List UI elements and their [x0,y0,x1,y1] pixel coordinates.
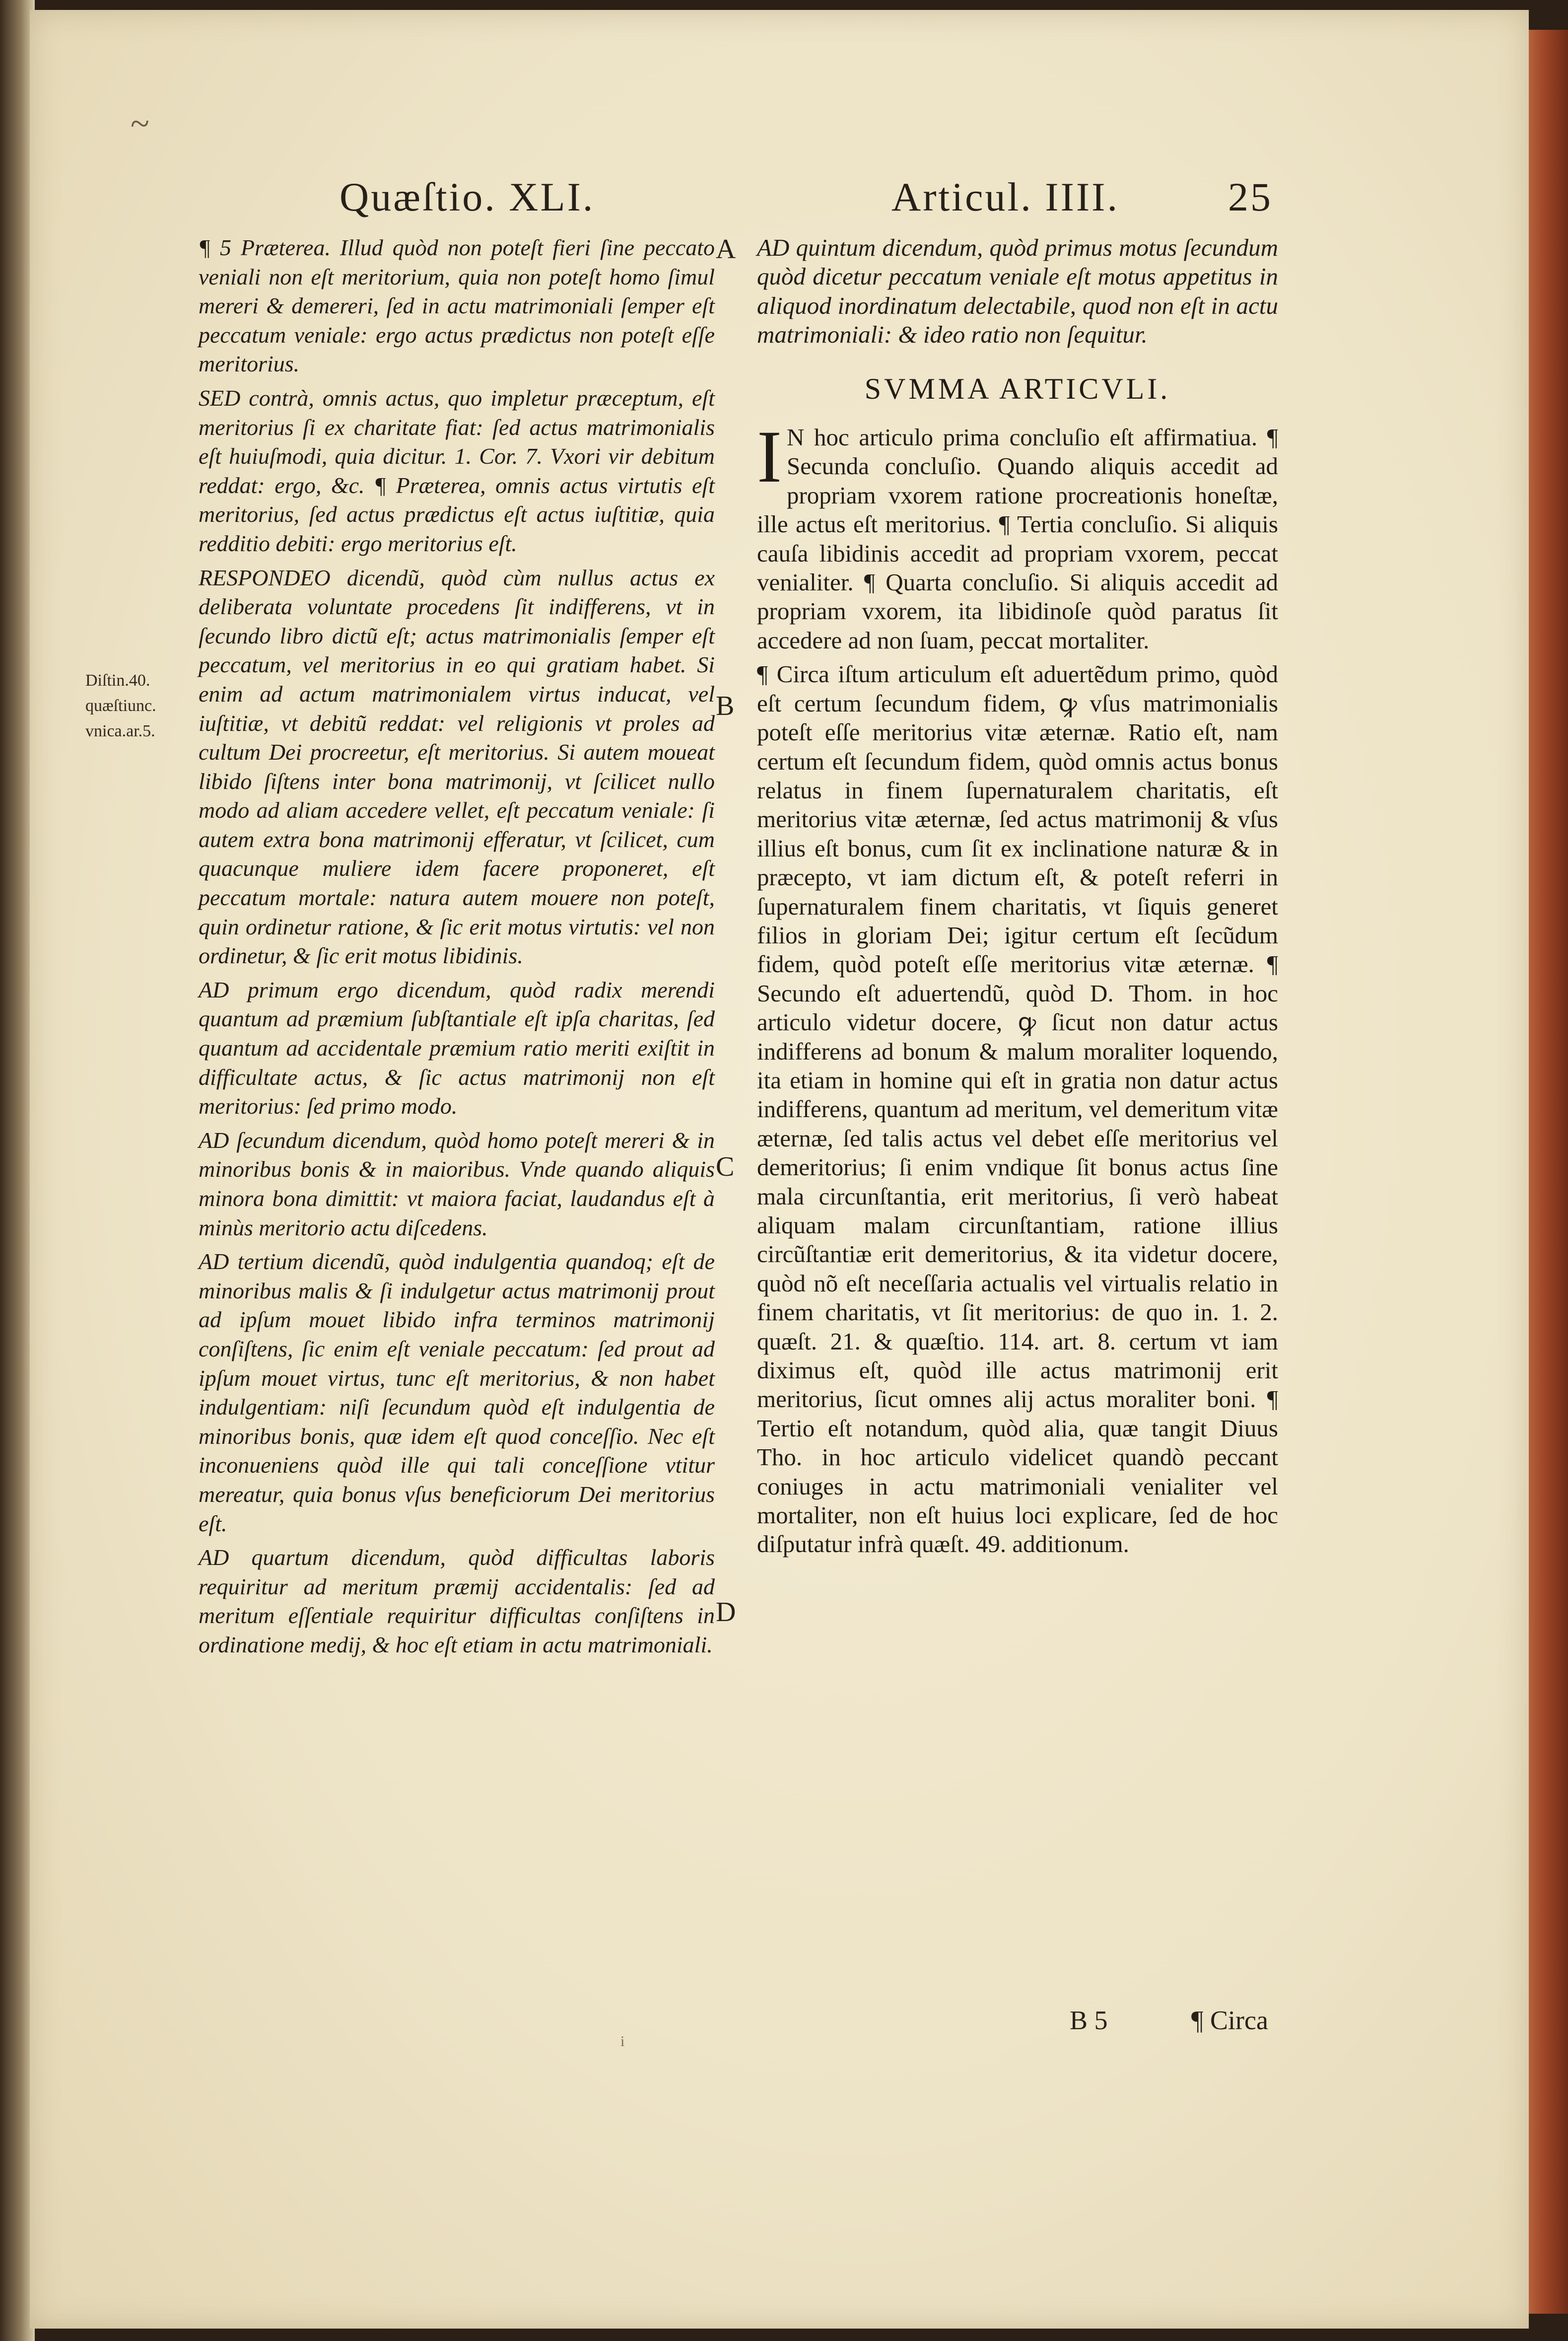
running-head-right: Articul. IIII. [891,174,1119,219]
section-marker-d: D [716,1597,736,1628]
margin-note-line: Diſtin.40. [85,671,150,690]
summa-paragraph [757,416,1278,655]
stray-mark: i [620,2033,625,2050]
section-marker-b: B [716,691,735,721]
margin-note-line: quæſtiunc. [85,697,156,715]
drop-capital: I [757,416,782,498]
commentary-paragraph: ¶ Circa iſtum articulum eſt aduertẽdum primo, quòd eſt certum ſecundum fidem, ꝙ vſus matrimonialis poteſt eſſe meritorius vitæ æternæ. Ratio eſt, nam certum eſt ſecundum fidem, quòd omnis actus bonus relatus in finem ſupernaturalem charitatis, eſt meritorius vitæ æternæ, ſed actus matrimonij & vſus illius eſt bonus, cum ſit ex inclinatione naturæ & in præcepto, vt iam dictum eſt, & poteſt referri in ſupernaturalem finem charitatis, vt ſiquis generet filios in gloriam Dei; igitur certum eſt ſecũdum fidem, quòd poteſt eſſe meritorius vitæ æternæ. ¶ Secundo eſt aduertendũ, quòd D. Thom. in hoc articulo videtur docere, ꝙ ſicut non datur actus indifferens ad bonum & malum moraliter loquendo, ita etiam in homine qui eſt in gratia non datur actus indifferens, quantum ad meritum, vel demeritum vitæ æternæ, ſed talis actus vel debet eſſe meritorius vel demeritorius; ſi enim vndique ſit bonus actus ſine mala circunſtantia, erit meritorius, ſi verò habeat aliquam malam circunſtantiam, ratione illius circũſtantiæ erit demeritorius, & ita videtur docere, quòd nõ eſt neceſſaria actualis vel virtualis relatio in finem charitatis, vt ſit meritorius: de quo in. 1. 2. quæſt. 21. & quæſtio. 114. art. 8. certum vt iam diximus eſt, quòd ille actus matrimonij erit meritorius, ſicut omnes alij actus moraliter boni. ¶ Tertio eſt notandum, quòd alia, quæ tangit Diuus Tho. in hoc articulo videlicet quandò peccant coniuges in actu matrimoniali venialiter vel mortaliter, non eſt huius loci explicare, ſed de hoc diſputatur infrà quæſt. 49. additionum. [757,660,1278,1558]
section-marker-a: A [716,234,736,265]
summa-text: N hoc articulo prima concluſio eſt affirmatiua. ¶ Secunda concluſio. Quando aliquis accedit ad propriam vxorem ratione procreationis honeſtæ, ille actus eſt meritorius. ¶ Tertia concluſio. Si aliquis cauſa libidinis accedit ad propriam vxorem, peccat venialiter. ¶ Quarta concluſio. Si aliquis accedit ad propriam vxorem, ita libidinoſe quòd paratus ſit accedere ad non ſuam, peccat mortaliter. [757,424,1278,654]
paragraph: RESPONDEO dicendũ, quòd cùm nullus actus ex deliberata voluntate procedens ſit indifferens, vt in ſecundo libro dictũ eſt; actus matrimonialis ſemper eſt peccatum, vel meritorius in eo qui gratiam habet. Si enim ad actum matrimonialem virtus inducat, vel iuſtitiæ, vt debitũ reddat: vel religionis vt proles ad cultum Dei procreetur, eſt meritorius. Si autem moueat libido ſiſtens inter bona matrimonij, vt ſcilicet nullo modo ad aliam accedere vellet, eſt peccatum veniale: ſi autem extra bona matrimonij efferatur, vt ſcilicet, cum quacunque muliere idem facere proponeret, eſt peccatum mortale: natura autem mouere non poteſt, quin ordinetur ratione, & ſic erit motus virtutis: vel non ordinetur, & ſic erit motus libidinis. [199,565,715,969]
catchword: ¶ Circa [1191,2005,1268,2035]
paragraph: ¶ 5 Præterea. Illud quòd non poteſt fieri ſine peccato veniali non eſt meritorium, quia non poteſt homo ſimul mereri & demereri, ſed in actu matrimoniali ſemper eſt peccatum veniale: ergo actus prædictus non poteſt eſſe meritorius. [199,235,715,377]
margin-note-line: vnica.ar.5. [85,722,155,740]
running-head-left: Quæſtio. XLI. [340,174,595,219]
paragraph: AD quintum dicendum, quòd primus motus ſecundum quòd dicetur peccatum veniale eſt motus appetitus in aliquod inordinatum delectabile, quod non eſt in actu matrimoniali: & ideo ratio non ſequitur. [757,234,1278,349]
paragraph: SED contrà, omnis actus, quo impletur præceptum, eſt meritorius ſi ex charitate fiat: ſed actus matrimonialis eſt huiuſmodi, quia dicitur. 1. Cor. 7. Vxori vir debitum reddat: ergo, &c. ¶ Præterea, omnis actus virtutis eſt meritorius, ſed actus prædictus eſt actus iuſtitiæ, quia redditio debiti: ergo meritorius eſt. [199,385,715,556]
page-number: 25 [1228,174,1273,219]
paragraph: AD primum ergo dicendum, quòd radix merendi quantum ad præmium ſubſtantiale eſt ipſa charitas, ſed quantum ad accidentale præmium ratio meriti exiſtit in difficultate actus, & ſic actus matrimonij non eſt meritorius: ſed primo modo. [199,977,715,1119]
paragraph: AD quartum dicendum, quòd difficultas laboris requiritur ad meritum præmij accidentalis: ſed ad meritum eſſentiale requiritur difficultas conſiſtens in ordinatione medij, & hoc eſt etiam in actu matrimoniali. [199,1545,715,1657]
paragraph: AD ſecundum dicendum, quòd homo poteſt mereri & in minoribus bonis & in maioribus. Vnde quando aliquis minora bona dimittit: vt maiora faciat, laudandus eſt à minùs meritorio actu diſcedens. [199,1127,715,1240]
pencil-mark: ~ [130,105,149,143]
margin-note [85,668,195,744]
section-heading: SVMMA ARTICVLI. [864,372,1171,405]
right-text-column [757,233,1278,1559]
section-marker-c: C [716,1151,735,1182]
left-text-column [199,233,715,1660]
page-red-edge [1529,30,1568,2314]
signature-mark: B 5 [1070,2005,1108,2035]
paragraph: AD tertium dicendũ, quòd indulgentia quandoq; eſt de minoribus malis & ſi indulgetur actus matrimonij prout ad ipſum mouet libido infra terminos matrimonij conſiſtens, ſic enim eſt veniale peccatum: ſed prout ad ipſum mouet virtus, tunc eſt meritorius, & non habet indulgentiam: niſi ſecundum quòd eſt indulgentia de minoribus bonis, quæ idem eſt quod conceſſio. Nec eſt inconueniens quòd ille qui tali conceſſione vtitur mereatur, quia bonus vſus beneficiorum Dei meritorius eſt. [199,1249,715,1536]
